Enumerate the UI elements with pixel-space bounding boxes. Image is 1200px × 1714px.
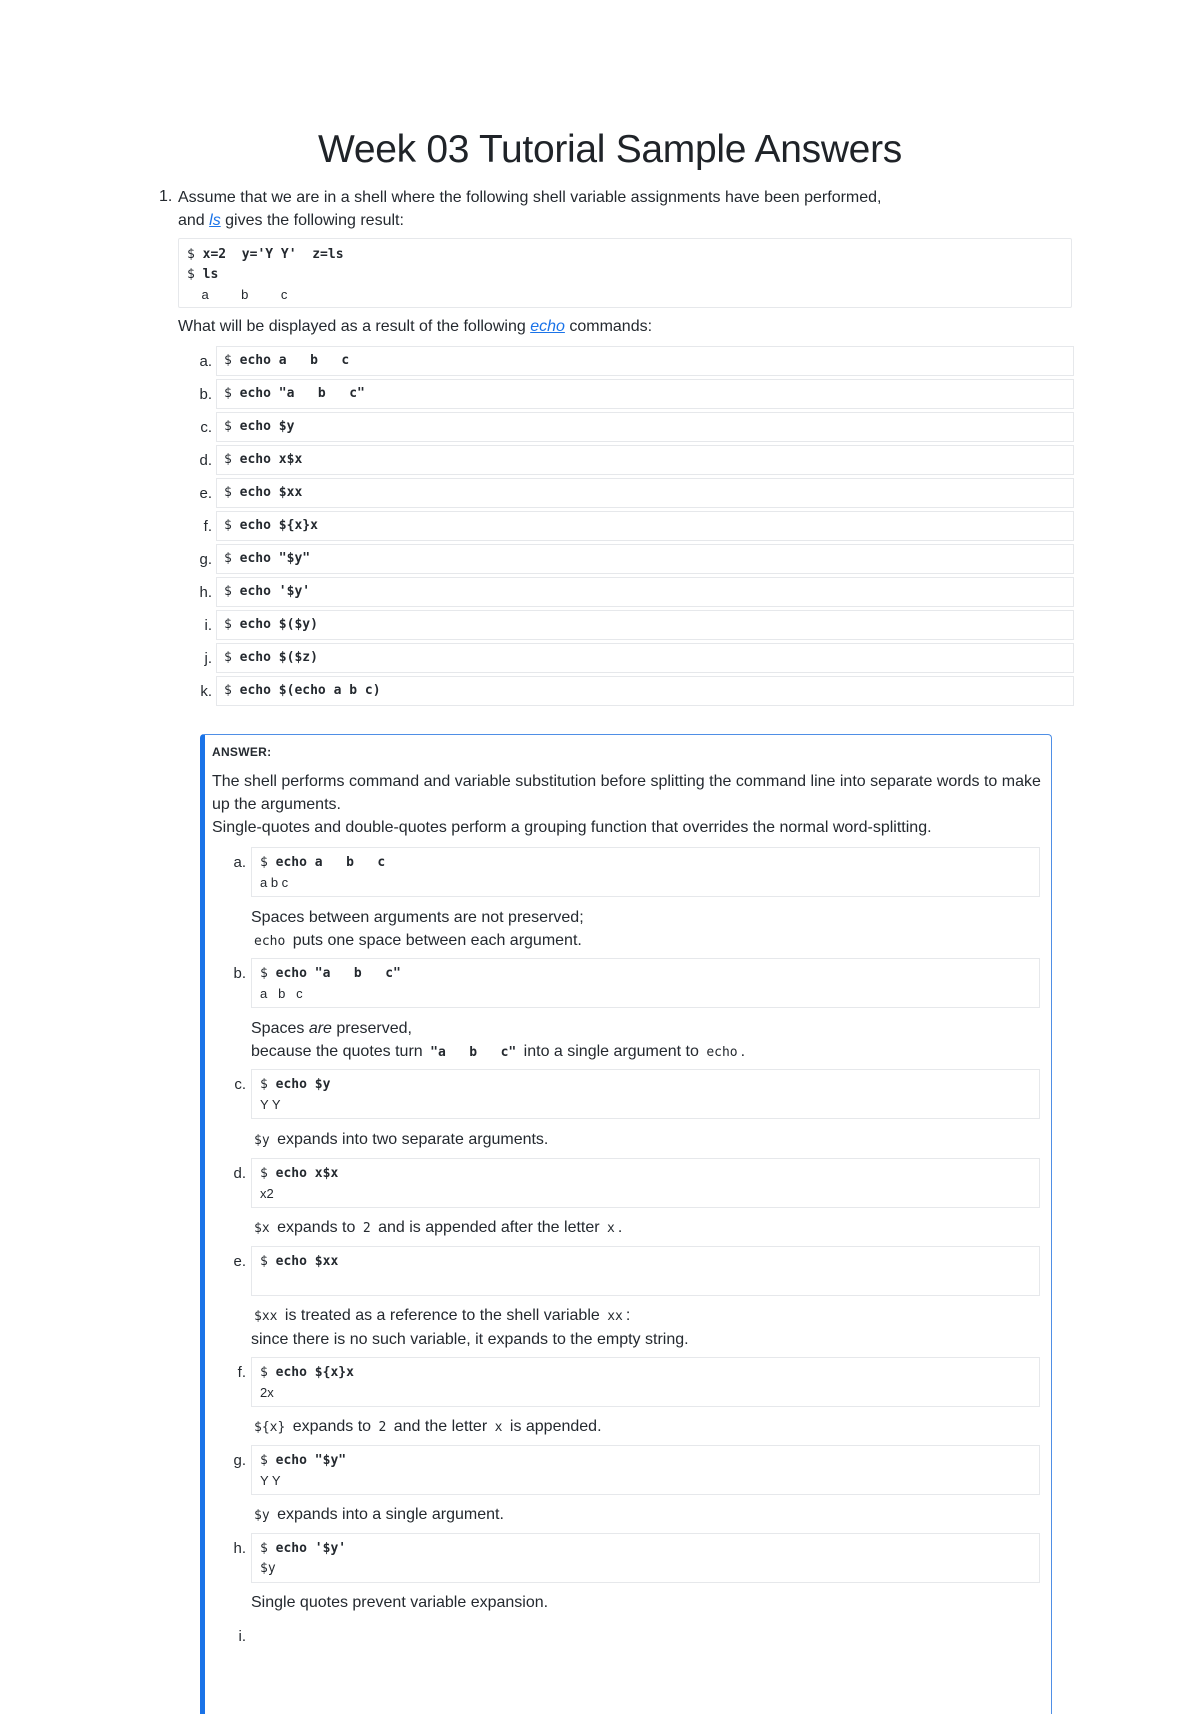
item-label: c.	[234, 1076, 246, 1093]
prompt: $	[260, 966, 276, 981]
command-code	[216, 676, 1074, 706]
note-text: Spaces	[251, 1020, 309, 1037]
command: echo $y	[239, 419, 295, 434]
q2-text-2: commands:	[564, 318, 653, 335]
command: echo x$x	[275, 1166, 339, 1181]
item-label: b.	[199, 386, 212, 403]
note-text: into a single argument to	[519, 1043, 704, 1060]
item-label: f.	[237, 1364, 246, 1381]
item-label: j.	[204, 650, 212, 667]
inline-code: 2	[378, 1420, 387, 1435]
command-code	[216, 478, 1074, 508]
note-text: .	[740, 1043, 746, 1060]
prompt: $	[260, 1365, 276, 1380]
q2-text: What will be displayed as a result of the following	[178, 318, 531, 335]
command-code	[216, 412, 1074, 442]
echo-link[interactable]: echo	[530, 318, 565, 335]
answer-note	[251, 1304, 1041, 1351]
prompt: $	[224, 419, 240, 434]
item-label: a.	[199, 353, 212, 370]
answer-note	[251, 1415, 1041, 1439]
prompt: $	[260, 1254, 276, 1269]
item-label: i.	[204, 617, 212, 634]
command-output: a b c	[260, 875, 289, 890]
command-output: Y Y	[260, 1473, 281, 1488]
command: echo $xx	[239, 485, 303, 500]
item-label: b.	[233, 965, 246, 982]
command-output: x2	[260, 1186, 274, 1201]
prompt: $	[260, 1453, 276, 1468]
item-label: g.	[233, 1452, 246, 1469]
ls-command: ls	[202, 267, 219, 282]
item-label: d.	[233, 1165, 246, 1182]
command: echo x$x	[239, 452, 303, 467]
prompt: $	[224, 353, 240, 368]
note-text: is appended.	[505, 1418, 602, 1435]
item-label: c.	[200, 419, 212, 436]
command-output: $y	[260, 1561, 276, 1576]
command-output: a b c	[260, 986, 303, 1001]
question-item	[178, 478, 1074, 508]
command-code	[216, 445, 1074, 475]
command-code	[251, 1158, 1040, 1208]
command-code	[251, 847, 1040, 897]
item-label: e.	[199, 485, 212, 502]
question-item	[178, 577, 1074, 607]
inline-code: "a b c"	[430, 1045, 517, 1060]
note-text: preserved,	[331, 1020, 412, 1037]
prompt: $	[224, 683, 240, 698]
note-text: Spaces between arguments are not preserved;	[251, 909, 584, 926]
question-item	[178, 511, 1074, 541]
answer-note	[251, 1128, 1041, 1152]
inline-code: $y	[254, 1133, 270, 1148]
command: echo '$y'	[239, 584, 311, 599]
note-emphasis: are	[308, 1020, 332, 1037]
command: echo a b c	[239, 353, 350, 368]
item-label: h.	[199, 584, 212, 601]
inline-code: echo	[254, 934, 286, 949]
command: echo $($y)	[239, 617, 318, 632]
intro-text-2: gives the following result:	[220, 212, 404, 229]
prompt: $	[187, 267, 203, 282]
item-label: a.	[233, 854, 246, 871]
inline-code: $x	[254, 1221, 270, 1236]
note-text: expands to	[288, 1418, 376, 1435]
note-text: since there is no such variable, it expands to the empty string.	[251, 1331, 689, 1348]
answer-note	[251, 1591, 1041, 1614]
command: echo ${x}x	[275, 1365, 354, 1380]
question-item	[178, 544, 1074, 574]
item-label: f.	[203, 518, 212, 535]
command: echo "a b c"	[239, 386, 365, 401]
command-output: 2x	[260, 1385, 274, 1400]
prompt: $	[224, 386, 240, 401]
note-text: because the quotes turn	[251, 1043, 428, 1060]
question-item	[178, 676, 1074, 706]
ls-link[interactable]: ls	[209, 212, 221, 229]
command: echo "$y"	[275, 1453, 347, 1468]
question-item	[178, 445, 1074, 475]
command: echo ${x}x	[239, 518, 318, 533]
prompt: $	[224, 584, 240, 599]
note-text: .	[617, 1219, 623, 1236]
question-item	[178, 643, 1074, 673]
command: echo $(echo a b c)	[239, 683, 381, 698]
command: echo "a b c"	[275, 966, 401, 981]
command: echo a b c	[275, 855, 386, 870]
prompt: $	[260, 855, 276, 870]
command-code	[251, 1533, 1040, 1583]
question-item	[178, 412, 1074, 442]
item-label: h.	[233, 1540, 246, 1557]
note-text: expands into a single argument.	[272, 1506, 504, 1523]
item-label: e.	[233, 1253, 246, 1270]
prompt: $	[224, 650, 240, 665]
command: echo $xx	[275, 1254, 339, 1269]
inline-code: $xx	[254, 1309, 278, 1324]
item-label: k.	[200, 683, 212, 700]
command-code	[251, 1246, 1040, 1296]
item-label: d.	[199, 452, 212, 469]
intro-text: Assume that we are in a shell where the following shell variable assignments have been performed,	[178, 189, 882, 206]
note-text: puts one space between each argument.	[288, 932, 582, 949]
command-code	[216, 379, 1074, 409]
command-code	[251, 958, 1040, 1008]
command-code	[251, 1445, 1040, 1495]
setup-command: x=2 y='Y Y' z=ls	[202, 247, 344, 262]
answer-heading: ANSWER:	[212, 745, 272, 759]
inline-code: xx	[607, 1309, 623, 1324]
command-code	[216, 577, 1074, 607]
command-code	[216, 544, 1074, 574]
note-text: and the letter	[389, 1418, 492, 1435]
command: echo $y	[275, 1077, 331, 1092]
note-text: and is appended after the letter	[373, 1219, 605, 1236]
answer-note	[251, 1503, 1041, 1527]
prompt: $	[224, 452, 240, 467]
prompt: $	[224, 518, 240, 533]
item-label: i.	[238, 1628, 246, 1645]
command-code	[216, 346, 1074, 376]
answer-paragraph: The shell performs command and variable substitution before splitting the command line into separate words to make up the arguments.	[212, 773, 1041, 813]
inline-code: ${x}	[254, 1420, 286, 1435]
command-code	[216, 643, 1074, 673]
prompt: $	[224, 485, 240, 500]
answer-note	[251, 1216, 1041, 1240]
prompt: $	[187, 247, 203, 262]
item-label: g.	[199, 551, 212, 568]
prompt: $	[260, 1077, 276, 1092]
note-text: is treated as a reference to the shell variable	[280, 1307, 605, 1324]
prompt: $	[260, 1166, 276, 1181]
setup-code-block	[178, 238, 1072, 308]
answer-paragraph: Single-quotes and double-quotes perform a grouping function that overrides the normal word-splitting.	[212, 819, 932, 836]
question-item	[178, 610, 1074, 640]
command: echo '$y'	[275, 1541, 347, 1556]
command-code	[251, 1069, 1040, 1119]
command: echo $($z)	[239, 650, 318, 665]
inline-code: x	[607, 1221, 615, 1236]
command-code	[216, 511, 1074, 541]
question-item	[178, 379, 1074, 409]
inline-code: $y	[254, 1508, 270, 1523]
prompt: $	[224, 617, 240, 632]
inline-code: echo	[706, 1045, 738, 1060]
note-text: Single quotes prevent variable expansion.	[251, 1594, 549, 1611]
inline-code: x	[494, 1420, 503, 1435]
question-prompt	[178, 318, 652, 336]
command-code	[216, 610, 1074, 640]
note-text: expands to	[272, 1219, 360, 1236]
ls-output: a b c	[187, 287, 288, 302]
inline-code: 2	[362, 1221, 371, 1236]
page-title: Week 03 Tutorial Sample Answers	[318, 128, 902, 171]
intro-and: and	[178, 212, 210, 229]
question-intro	[178, 186, 1028, 232]
note-text: :	[625, 1307, 631, 1324]
prompt: $	[260, 1541, 276, 1556]
answer-note	[251, 1017, 1041, 1064]
question-number: 1.	[159, 188, 173, 205]
prompt: $	[224, 551, 240, 566]
command-code	[251, 1357, 1040, 1407]
answer-note	[251, 906, 1041, 953]
command: echo "$y"	[239, 551, 311, 566]
question-item	[178, 346, 1074, 376]
note-text: expands into two separate arguments.	[272, 1131, 549, 1148]
command-output: Y Y	[260, 1097, 281, 1112]
